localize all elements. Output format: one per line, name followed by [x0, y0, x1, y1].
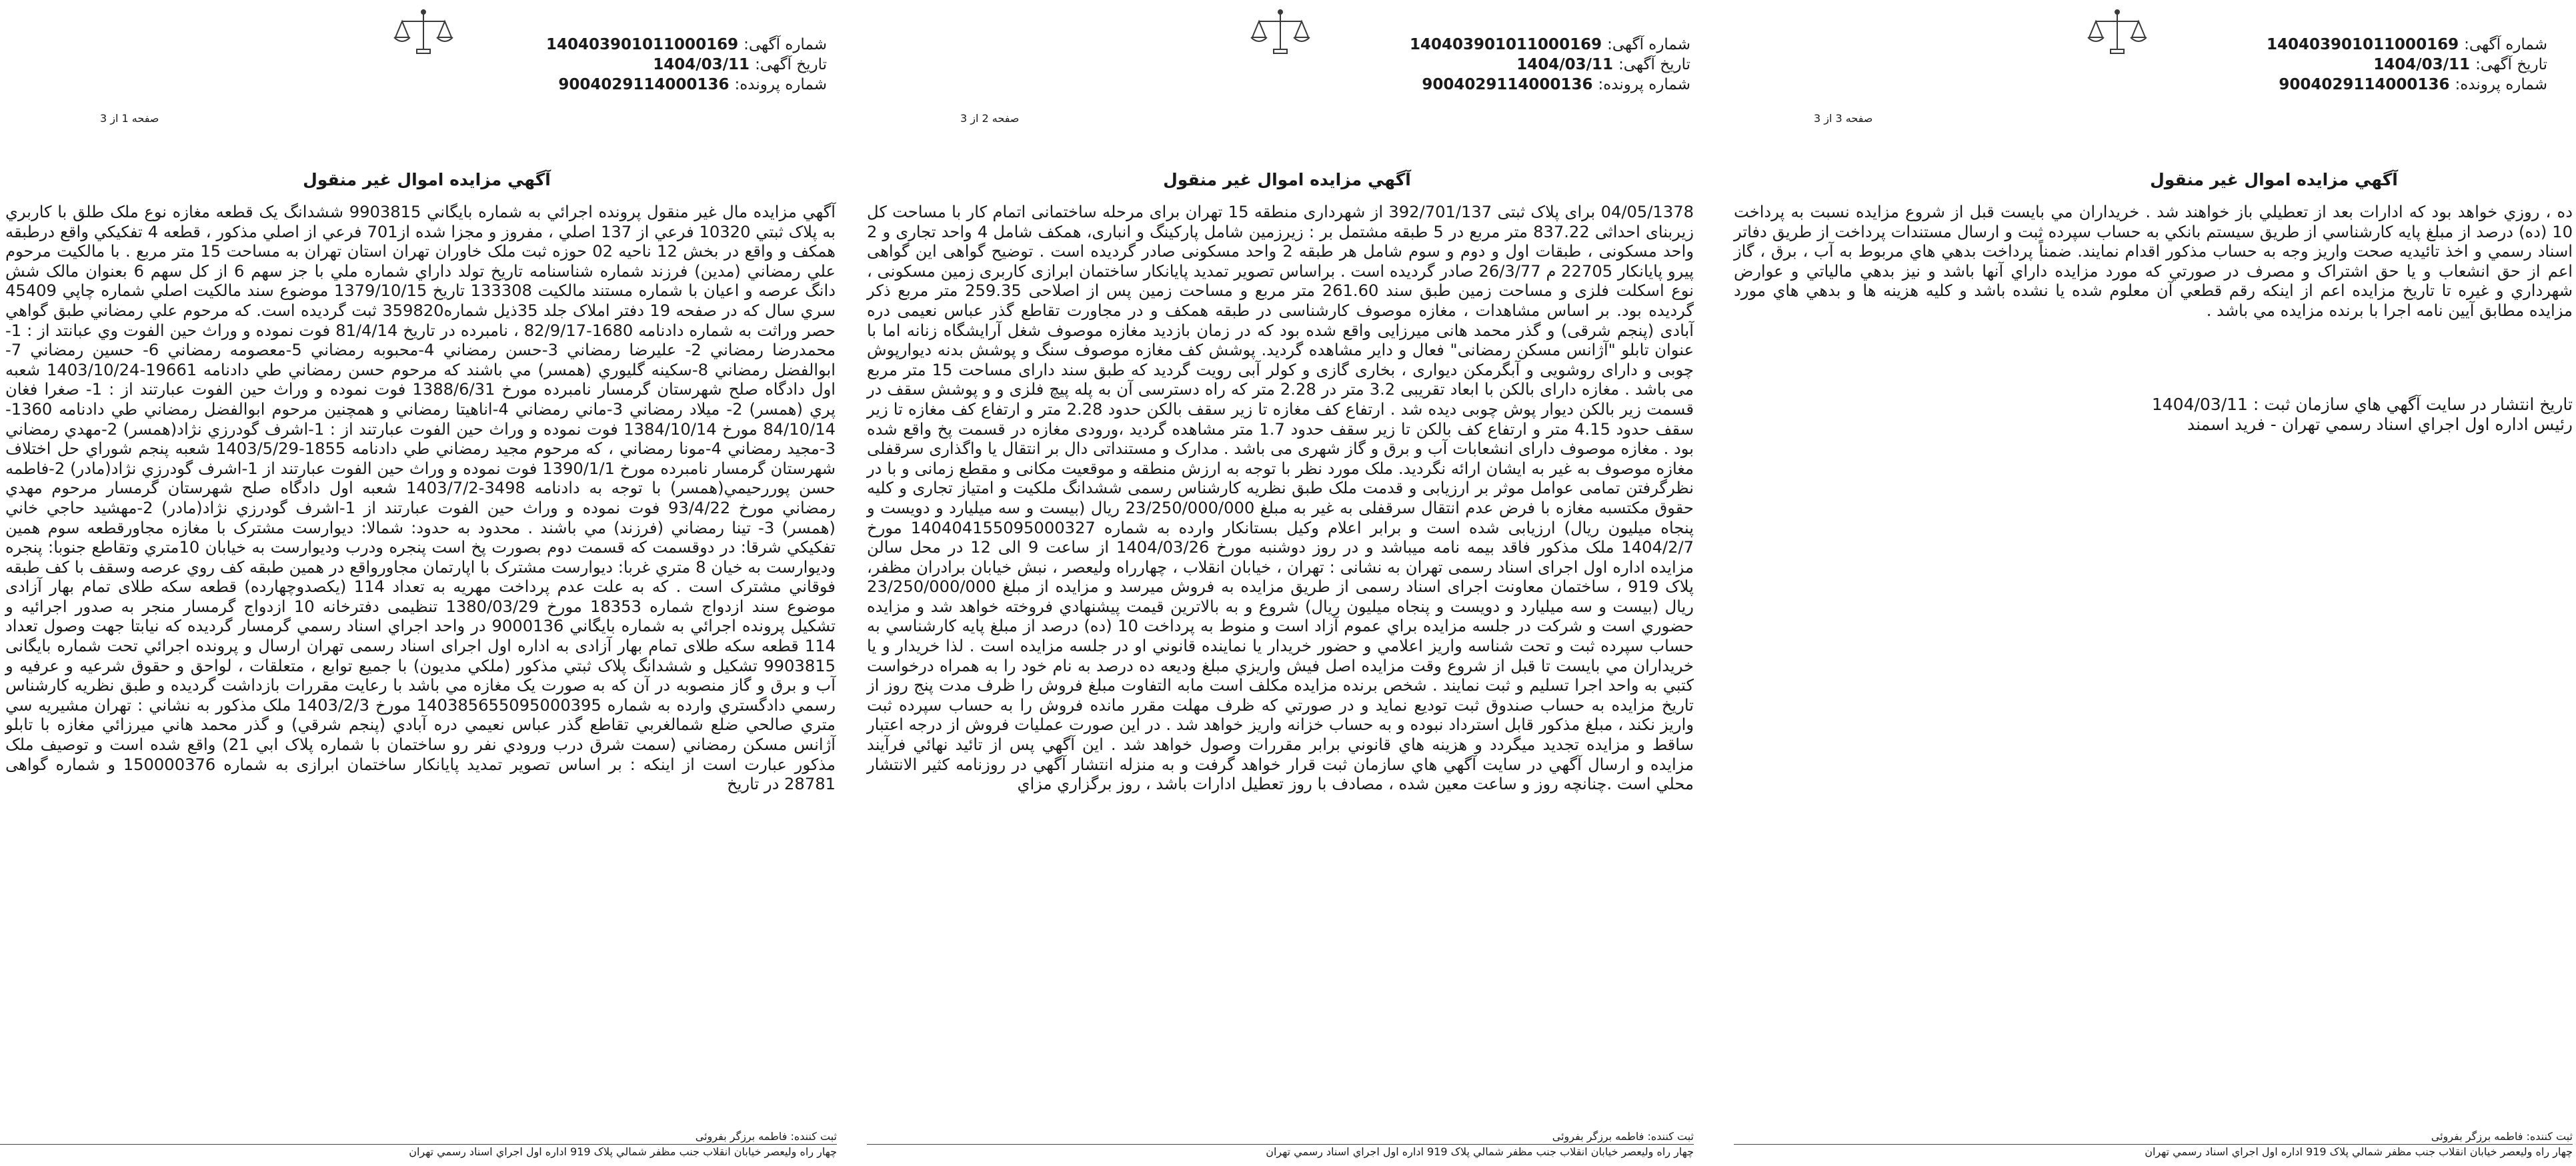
ad-date: 1404/03/11 [653, 56, 750, 73]
ad-meta [540, 35, 827, 95]
ad-number-label: شماره آگهی: [744, 36, 827, 53]
page-number: صفحه 3 از 3 [1814, 112, 1873, 125]
ad-meta [1404, 35, 1690, 95]
page-footer [0, 1129, 837, 1159]
ad-date-label: تاریخ آگهی: [755, 56, 827, 73]
ad-body-text: آگهي مزايده مال غير منقول پرونده اجرائي به شماره بايگاني 9903815 ششدانگ يک قطعه مغازه نوع ملک طلق با کاربري به پلاک ثبتي 10320 فرعي از 137 اصلي ، مفروز و مجزا شده از701 فرعي از اصلي مذکور ، قطعه 4 تفکيکي واقع درطبقه همکف و واقع در بخش 12 ناحيه 02 حوزه ثبت ملک خاوران تهران استان تهران به مساحت 15 متر مربع . با مالکيت مرحوم علي رمضاني (مدين) فرزند شماره شناسنامه تاريخ تولد داراي شماره ملي با جز سهم 6 از کل سهم 6 بعنوان مالک شش دانگ عرصه و اعيان با شماره مستند مالکيت 133308 تاريخ 1379/10/15 موضوع سند مالکيت اصلي شماره چاپي 45409 سري سال که در صفحه 19 دفتر املاک جلد 35ذيل شماره359820 ثبت گرديده است. که مرحوم علي رمضاني طبق گواهي حصر وراثت به شماره دادنامه 1680-82/9/17 ، نامبرده در تاريخ 81/4/14 فوت نموده و وراث حين الفوت وي عبانتد از : 1- محمدرضا رمضاني 2- عليرضا رمضاني 3-حسن رمضاني 4-محبوبه رمضاني 5-معصومه رمضاني 6- حسين رمضاني 7- ابوالفضل رمضاني 8-سکينه گليوري (همسر) مي باشند که مرحوم حسن رمضاني طي دادنامه 19661-1403/10/24 شعبه اول دادگاه صلح شهرستان گرمسار نامبرده مورخ 1388/6/31 فوت نموده و وراث حين الفوت عبارتند از : 1- صغرا فغان پري (همسر) 2- ميلاد رمضاني 3-ماني رمضاني 4-اناهيتا رمضاني و همچنين مرحوم ابوالفضل رمضاني طي دادنامه 1360-84/10/14 مورخ 1384/10/14 فوت نموده و وراث حين الفوت عبارتند از : 1-اشرف گودرزي نژاد(همسر) 2-مهدي رمضاني 3-مجيد رمضاني 4-مونا رمضاني ، که مرحوم مجيد رمضاني طي دادنامه 1855-1403/5/29 شعبه پنجم شوراي حل اختلاف شهرستان گرمسار نامبرده مورخ 1390/1/1 فوت نموده و وراث حين الفوت عبارتند از 1-اشرف گودرزي نژاد(مادر) 2-فاطمه حسن پوررحيمي(همسر) با توجه به دادنامه 3498-1403/7/2 شعبه اول دادگاه صلح شهرستان گرمسار مرحوم مهدي رمضاني مورخ 93/4/22 فوت نموده و وراث حين الفوت عبارتند از 1-اشرف گودرزي نژاد(مادر) 2-مهشيد حاجي خاني (همسر) 3- تينا رمضاني (فرزند) مي باشند . محدود به حدود: شمالا: ديوارست مشترک با مغازه مجاورقطعه سوم همين تفکيکي شرقا: در دوقسمت که قسمت دوم بصورت پخ است پنجره ودرب وديوارست به خيابان 10متري وتقاطع جنوبا: پنجره وديوارست به خيان 8 متري غربا: ديوارست مشترک با اپارتمان مجاورواقع در همين طبقه کف روي عرصه وسقف با کف طبقه فوقاني مشترک است . که به علت عدم پرداخت مهريه به تعداد 114 (يکصدوچهارده) قطعه سکه طلای تمام بهار آزادی موضوع سند ازدواج شماره 18353 مورخ 1380/03/29 تنظیمی دفترخانه 10 ازدواج گرمسار منجر به صدور اجرائيه و تشکيل پرونده اجرائي به شماره بايگاني 9000136 در واحد اجراي اسناد رسمي گرمسار گرديده که نيابتا جهت وصول تعداد 114 قطعه سکه طلای تمام بهار آزادی به اداره اول اجرای اسناد رسمی تهران ارسال و پرونده اجرائي تحت شماره بايگانى 9903815 تشکيل و ششدانگ پلاک ثبتي مذکور (ملکي مديون) با جميع توابع ، متعلقات ، لواحق و حقوق شرعيه و عرفيه و آب و برق و گاز منصوبه در آن که به صورت يک مغازه مي باشد با رعايت مقررات بازداشت گرديده و طبق نظريه کارشناس رسمي دادگستري وارده به شماره 140385655095000395 مورخ 1403/2/3 ملک مذکور به نشاني : تهران مشيريه سي متري صالحي ضلع شمالغربي تقاطع گذر عباس نعيمي دره آبادي (پنجم شرقي) و گذر محمد هاني ميرزائي مغازه با تابلو آژانس مسکن رمضاني (سمت شرق درب ورودي نفر رو ساختمان با شماره پلاک ابي 21) واقع شده است و توصيف ملک مذکور عبارت است از اينکه : بر اساس تصوير تمديد پايانکار ساختمان ابرازی به شماره 150000376 و شماره گواهی 28781 در تاریخ [5, 203, 836, 794]
ad-date: 1404/03/11 [2373, 56, 2471, 73]
ad-number: 140403901011000169 [546, 36, 739, 53]
registrar-label: ثبت کننده: [2526, 1130, 2573, 1143]
ad-number-label: شماره آگهی: [2464, 36, 2547, 53]
page-number: صفحه 1 از 3 [100, 112, 159, 125]
publish-date: تاريخ انتشار در سايت آگهي هاي سازمان ثبت : 1404/03/11 [2151, 395, 2573, 414]
case-number-label: شماره پرونده: [734, 76, 827, 93]
registrar-label: ثبت کننده: [1647, 1130, 1694, 1143]
office-address: چهار راه وليعصر خيابان انقلاب جنب مظفر شمالي پلاک 919 اداره اول اجراي اسناد رسمي تهران [1266, 1145, 1694, 1158]
ad-date-label: تاریخ آگهی: [1618, 56, 1690, 73]
office-chief-signature: رئيس اداره اول اجراي اسناد رسمي تهران - فريد اسمند [2187, 415, 2573, 434]
ad-meta [2254, 35, 2547, 95]
ad-date-label: تاریخ آگهی: [2475, 56, 2547, 73]
ad-body-text: 04/05/1378 برای پلاک ثبتی 392/701/137 از شهرداری منطقه 15 تهران برای مرحله ساختمانی اتمام کار با مساحت کل زیربنای احداثی 837.22 متر مربع در 5 طبقه مشتمل بر : زیرزمین شامل پارکینگ و انباری، همکف شامل 4 واحد تجاری و 2 واحد مسکونی ، طبقات اول و دوم و سوم شامل هر طبقه 2 واحد مسکونی صادر گرديده است . توضیح گواهی این گواهی پیرو پایانکار 22705 م 26/3/77 صادر گرديده است . براساس تصویر تمدید پایانکار ساختمان ابرازی کاربری زمین مسکونی ، نوع اسکلت فلزی و مساحت زمین طبق سند 261.60 متر مربع و مساحت زمین پس از اصلاحی 259.35 متر مربع ذکر گرديده بود. بر اساس مشاهدات ، مغازه موصوف کارشناسی در طبقه همکف و در مجاورت تقاطع گذر عباس نعیمی دره آبادی (پنجم شرقی) و گذر محمد هانی میرزایی واقع شده بود که در زمان بازدید مغازه موصوف شغل آرایشگاه زنانه اما با عنوان تابلو "آژانس مسکن رمضانی" فعال و دایر مشاهده گرديد. پوشش کف مغازه موصوف سنگ و پوشش بدنه دیوارپوش چوبی و دارای روشویی و آبگرمکن دیواری ، بخاری گازی و کولر آبی رویت گرديد که طبق سند دارای مساحت 15 متر مربع می باشد . مغازه دارای بالکن با ابعاد تقریبی 3.2 متر در 2.28 متر که راه دسترسی آن به پله پیچ فلزی و و پوشش سقف در قسمت زیر بالکن دیوار پوش چوبی دیده شد . ارتفاع کف مغازه تا زیر سقف بالکن حدود 2.28 متر و ارتفاع کف مغازه تا زیر سقف حدود 4.15 متر و ارتفاع کف بالکن تا زیر سقف حدود 1.7 متر مشاهده گرديد ،ورودی مغازه در قسمت پخ واقع شده بود . مغازه موصوف دارای انشعابات آب و برق و گاز شهری می باشد . مدارک و مستنداتی دال بر انتقال یا واگذاری سرقفلی مغازه موصوف به غیر به ایشان ارائه نگرديد. ملک مورد نظر با توجه به ارزش منطقه و موقعیت مکانی و مقطع زمانی و با در نظرگرفتن تمامی عوامل موثر بر ارزیابی و قدمت ملک طبق نظریه کارشناس رسمی ششدانگ ملکیت و امتیاز تجاری و کلیه حقوق مکتسبه مغازه با فرض عدم انتقال سرقفلی به غیر به مبلغ 23/250/000/000 ریال (بیست و سه میلیارد و دویست و پنجاه میلیون ریال) ارزیابی شده است و برابر اعلام وکیل بستانکار وارده به شماره 140404155095000327 مورخ 1404/2/7 ملک مذکور فاقد بیمه نامه میباشد و در روز دوشنبه مورخ 1404/03/26 از ساعت 9 الی 12 در محل سالن مزايده اداره اول اجرای اسناد رسمی تهران به نشانی : تهران ، خيابان انقلاب ، چهارراه وليعصر ، نبش خيابان برادران مظفر، پلاک 919 ، ساختمان معاونت اجرای اسناد رسمی از طريق مزايده به فروش ميرسد و مزايده از مبلغ 23/250/000/000 ريال (بیست و سه میلیارد و دویست و پنجاه میلیون ريال) شروع و به بالاترين قيمت پيشنهادي فروخته خواهد شد و مزايده حضوري است و شرکت در جلسه مزايده براي عموم آزاد است و منوط به پرداخت 10 (ده) درصد از مبلغ پايه کارشناسي به حساب سپرده ثبت و تحت شناسه واريز اعلامي و حضور خريدار يا نماينده قانوني او در جلسه مزايده است . لذا خريدار و يا خريداران مي بايست تا قبل از شروع وقت مزايده اصل فيش واريزي مبلغ ودیعه ده درصد به نام خود را به همراه درخواست کتبي به واحد اجرا تسليم و ثبت نمايند . شخص برنده مزايده مکلف است مابه التفاوت مبلغ فروش را ظرف مدت پنج روز از تاريخ مزايده به حساب صندوق ثبت توديع نمايد و در صورتي که ظرف مهلت مقرر مانده فروش را به حساب سپرده ثبت واريز نکند ، مبلغ مذکور قابل استرداد نبوده و به حساب خزانه واريز خواهد شد . در اين صورت عمليات فروش از درجه اعتبار ساقط و مزايده تجديد ميگردد و هزينه هاي قانوني برابر مقررات وصول خواهد شد . اين آگهي پس از تائيد نهائي فرآيند مزايده و ارسال آگهي در سايت آگهي هاي سازمان ثبت قرار خواهد گرفت و به منزله انتشار آگهي در روزنامه کثير الانتشار محلي است .چنانچه روز و ساعت معين شده ، مصادف با روز تعطيل ادارات باشد ، روز برگزاري مزاي [867, 203, 1694, 794]
page-title: آگهي مزايده اموال غير منقول [303, 170, 551, 189]
registrar-label: ثبت کننده: [790, 1130, 837, 1143]
judiciary-emblem-icon [2077, 5, 2157, 85]
page-footer [867, 1129, 1694, 1159]
case-number: 9004029114000136 [1422, 76, 1593, 93]
registrar-name: فاطمه برزگر بفروئی [695, 1130, 788, 1143]
registrar-name: فاطمه برزگر بفروئی [1552, 1130, 1644, 1143]
page-title: آگهي مزايده اموال غير منقول [2150, 170, 2398, 189]
office-address: چهار راه وليعصر خيابان انقلاب جنب مظفر شمالي پلاک 919 اداره اول اجراي اسناد رسمي تهران [2145, 1145, 2573, 1158]
office-address: چهار راه وليعصر خيابان انقلاب جنب مظفر شمالي پلاک 919 اداره اول اجراي اسناد رسمي تهران [409, 1145, 837, 1158]
page-title: آگهي مزايده اموال غير منقول [1163, 170, 1411, 189]
ad-body-text: ده ، روزي خواهد بود که ادارات بعد از تعطيلي باز خواهند شد . خريداران مي بايست قبل از شروع مزايده نسبت به پرداخت 10 (ده) درصد از مبلغ پايه کارشناسي از طريق سيستم بانکي به حساب سپرده ثبت و ارسال مستندات پرداخت از طريق دفاتر اسناد رسمي و اخذ تائيديه صحت واريز وجه به حساب مذکور اقدام نمايند. ضمناً پرداخت بدهي هاي مربوط به آب ، برق ، گاز اعم از حق انشعاب و يا حق اشتراک و مصرف در صورتي که مورد مزايده داراي آنها باشد و نيز بدهي مالياتي و عوارض شهرداري و غيره تا تاريخ مزايده اعم از اينکه رقم قطعي آن معلوم شده يا نشده باشد و کليه هزينه ها و بدهي هاي مورد مزايده مطابق آيين نامه اجرا با برنده مزايده مي باشد . [1734, 203, 2573, 320]
judiciary-emblem-icon [1240, 5, 1320, 85]
page-number: صفحه 2 از 3 [960, 112, 1020, 125]
page-footer [1734, 1129, 2573, 1159]
judiciary-emblem-icon [383, 5, 463, 85]
ad-date: 1404/03/11 [1516, 56, 1614, 73]
case-number-label: شماره پرونده: [1598, 76, 1690, 93]
ad-number-label: شماره آگهی: [1607, 36, 1690, 53]
ad-number: 140403901011000169 [2267, 36, 2459, 53]
registrar-name: فاطمه برزگر بفروئی [2431, 1130, 2523, 1143]
ad-number: 140403901011000169 [1410, 36, 1602, 53]
case-number: 9004029114000136 [2279, 76, 2450, 93]
case-number: 9004029114000136 [558, 76, 730, 93]
case-number-label: شماره پرونده: [2455, 76, 2547, 93]
